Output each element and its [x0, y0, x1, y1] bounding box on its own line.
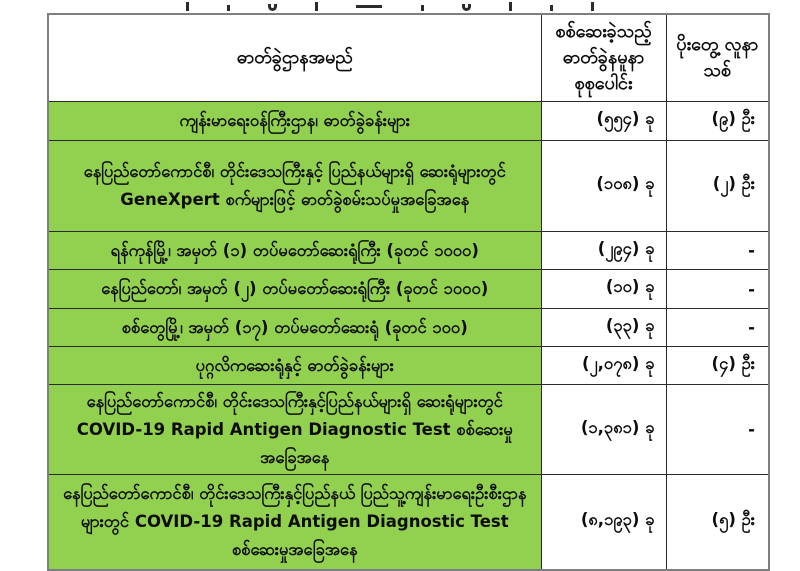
- samples-cell: (၈,၁၉၃) ခု: [541, 475, 666, 570]
- samples-cell: (၂၉၄) ခု: [541, 232, 666, 270]
- lab-name-cell: ရန်ကုန်မြို့၊ အမှတ် (၁) တပ်မတော်ဆေးရုံကြီး (ခုတင် ၁၀၀၀): [48, 232, 541, 270]
- samples-cell: (၂,၀၇၈) ခု: [541, 347, 666, 385]
- lab-name-cell: နေပြည်တော်ကောင်စီ၊ တိုင်းဒေသကြီးနှင့်ပြည်နယ်များရှိ ဆေးရုံများတွင် COVID-19 Rapid Antigen Diagnostic Test စစ်ဆေးမှုအခြေအနေ: [48, 385, 541, 475]
- lab-name-cell: စစ်တွေမြို့၊ အမှတ် (၁၇) တပ်မတော်ဆေးရုံ (ခုတင် ၁၀၀): [48, 309, 541, 347]
- glyph-fragment: [509, 2, 512, 11]
- table-row: [48, 309, 769, 347]
- positive-cell: -: [666, 232, 769, 270]
- table-row: [48, 475, 769, 570]
- header-total-samples: စစ်ဆေးခဲ့သည့် ဓာတ်ခွဲနမူနာ စုစုပေါင်း: [541, 14, 666, 102]
- clipped-title-fragment: [180, 0, 600, 11]
- positive-cell: (၅) ဦး: [666, 475, 769, 570]
- positive-cell: (၄) ဦး: [666, 347, 769, 385]
- positive-cell: (၉) ဦး: [666, 102, 769, 141]
- glyph-fragment: [186, 2, 189, 11]
- table-row: [48, 347, 769, 385]
- glyph-fragment: [462, 4, 471, 11]
- positive-cell: -: [666, 385, 769, 475]
- header-lab-name: ဓာတ်ခွဲဌာနအမည်: [48, 14, 541, 102]
- table-row: [48, 102, 769, 141]
- glyph-fragment: [268, 4, 277, 11]
- glyph-fragment: [315, 2, 318, 11]
- table-row: [48, 232, 769, 270]
- samples-cell: (၃၃) ခု: [541, 309, 666, 347]
- table-row: [48, 270, 769, 309]
- positive-cell: -: [666, 309, 769, 347]
- samples-cell: (၅၅၄) ခု: [541, 102, 666, 141]
- positive-cell: (၂) ဦး: [666, 141, 769, 232]
- glyph-fragment: [591, 2, 594, 11]
- header-new-positive: ပိုးတွေ့ လူနာသစ်: [666, 14, 769, 102]
- samples-cell: (၁,၃၈၁) ခု: [541, 385, 666, 475]
- lab-testing-report-table: [47, 13, 770, 571]
- lab-name-cell: ပုဂ္ဂလိကဆေးရုံနှင့် ဓာတ်ခွဲခန်းများ: [48, 347, 541, 385]
- samples-cell: (၁၀၈) ခု: [541, 141, 666, 232]
- positive-cell: -: [666, 270, 769, 309]
- table-row: [48, 385, 769, 475]
- glyph-fragment: [550, 5, 553, 11]
- table-row: [48, 141, 769, 232]
- samples-cell: (၁၀) ခု: [541, 270, 666, 309]
- lab-name-cell: နေပြည်တော်၊ အမှတ် (၂) တပ်မတော်ဆေးရုံကြီး (ခုတင် ၁၀၀၀): [48, 270, 541, 309]
- table-header-row: [48, 14, 769, 102]
- lab-name-cell: ကျန်းမာရေးဝန်ကြီးဌာန၊ ဓာတ်ခွဲခန်းများ: [48, 102, 541, 141]
- lab-name-cell: နေပြည်တော်ကောင်စီ၊ တိုင်းဒေသကြီးနှင့်ပြည်နယ် ပြည်သူ့ကျန်းမာရေးဦးစီးဌာနများတွင် COVID-19 Rapid Antigen Diagnostic Test စစ်ဆေးမှုအခြေအနေ: [48, 475, 541, 570]
- glyph-fragment: [227, 5, 230, 11]
- glyph-fragment: [356, 5, 382, 8]
- glyph-fragment: [421, 5, 424, 11]
- lab-name-cell: နေပြည်တော်ကောင်စီ၊ တိုင်းဒေသကြီးနှင့် ပြည်နယ်များရှိ ဆေးရုံများတွင် GeneXpert စက်များဖြင့် ဓာတ်ခွဲစမ်းသပ်မှုအခြေအနေ: [48, 141, 541, 232]
